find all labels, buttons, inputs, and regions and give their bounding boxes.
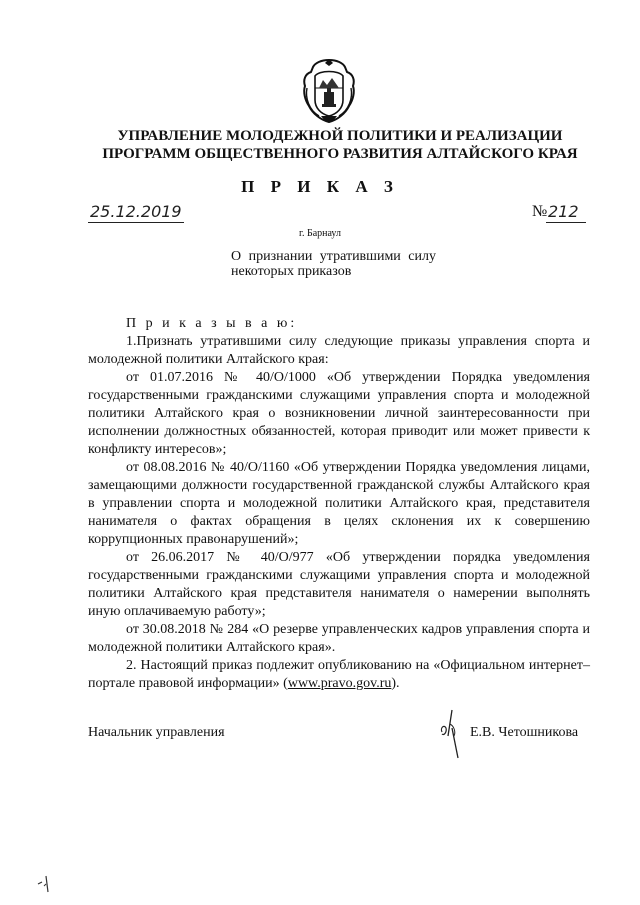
subject-line-2: некоторых приказов	[231, 264, 352, 279]
order-date: 25.12.2019	[90, 202, 182, 221]
city-label: г. Барнаул	[299, 228, 341, 239]
signatory-position: Начальник управления	[88, 725, 225, 740]
paragraph-5: от 30.08.2018 № 284 «О резерве управленческих кадров управления спорта и молодежной политики Алтайского края».	[88, 622, 590, 655]
paragraph-1: 1.Признать утратившими силу следующие приказы управления спорта и молодежной политики Алтайского края:	[88, 334, 590, 367]
scan-mark-icon	[36, 872, 54, 894]
organization-name-line-1: УПРАВЛЕНИЕ МОЛОДЕЖНОЙ ПОЛИТИКИ И РЕАЛИЗАЦИИ	[117, 128, 563, 144]
paragraph-4: от 26.06.2017 № 40/О/977 «Об утверждении порядка уведомления государственными гражданскими служащими управления спорта и молодежной политики Алтайского края представителя нанимателя о намерении выполнять иную оплачиваемую работу»;	[88, 550, 590, 619]
order-subject	[231, 249, 436, 279]
pravo-link[interactable]: www.pravo.gov.ru	[287, 676, 392, 691]
organization-name-line-2: ПРОГРАММ ОБЩЕСТВЕННОГО РАЗВИТИЯ АЛТАЙСКОГО КРАЯ	[102, 146, 578, 162]
document-title: П Р И К А З	[241, 177, 399, 196]
order-body	[88, 315, 590, 693]
paragraph-6	[88, 657, 590, 693]
coat-of-arms-icon	[299, 58, 359, 124]
signatory-name: Е.В. Четошникова	[470, 725, 579, 740]
date-underline	[88, 222, 184, 223]
paragraph-3: от 08.08.2016 № 40/О/1160 «Об утверждении Порядка уведомления лицами, замещающими должности государственной гражданской службы Алтайского края в управлении спорта и молодежной политики Алтайского края, представителя нанимателя о фактах обращения в целях склонения их к совершению коррупционных правонарушений»;	[88, 460, 590, 547]
number-underline	[546, 222, 586, 223]
order-intro: П р и к а з ы в а ю:	[126, 316, 298, 331]
paragraph-2: от 01.07.2016 № 40/О/1000 «Об утверждении Порядка уведомления государственными гражданскими служащими управления спорта и молодежной политики Алтайского края о возникновении личной заинтересованности при исполнении должностных обязанностей, которая приводит или может привести к конфликту интересов»;	[88, 370, 590, 457]
order-number: 212	[548, 202, 579, 221]
subject-line-1: О признании утратившими силу	[231, 249, 436, 264]
number-sign: №	[532, 203, 548, 220]
paragraph-6-end: ).	[391, 676, 400, 691]
handwritten-signature	[436, 706, 466, 760]
paragraph-6-text: 2. Настоящий приказ подлежит опубликованию на «Официальном интернет–портале правовой информации» (	[88, 658, 590, 691]
